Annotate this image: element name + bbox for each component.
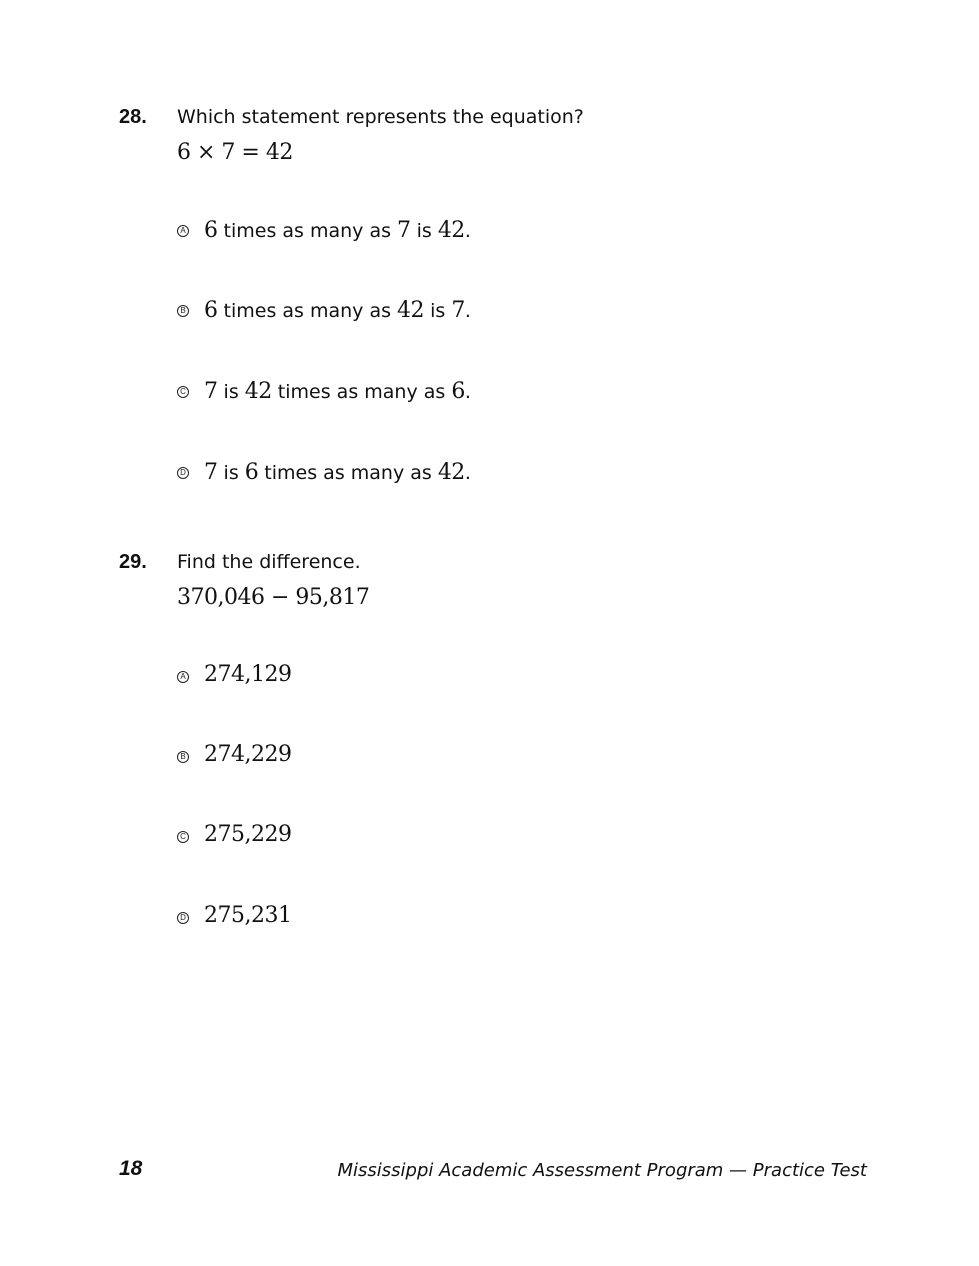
- question-prompt: Which statement represents the equation?: [177, 106, 584, 128]
- answer-text: 275,229: [204, 822, 292, 847]
- answer-bubble-a[interactable]: A: [177, 671, 189, 683]
- question-number: 29.: [119, 551, 147, 573]
- answer-text: 6 times as many as 7 is 42.: [204, 218, 471, 243]
- answer-bubble-c[interactable]: C: [177, 386, 189, 398]
- answer-bubble-b[interactable]: B: [177, 305, 189, 317]
- answer-text: 7 is 6 times as many as 42.: [204, 460, 471, 485]
- answer-bubble-c[interactable]: C: [177, 831, 189, 843]
- answer-bubble-b[interactable]: B: [177, 751, 189, 763]
- answer-text: 7 is 42 times as many as 6.: [204, 379, 471, 404]
- answer-bubble-d[interactable]: D: [177, 912, 189, 924]
- answer-bubble-a[interactable]: A: [177, 225, 189, 237]
- footer-title: Mississippi Academic Assessment Program — Practice Test: [337, 1160, 867, 1181]
- answer-bubble-d[interactable]: D: [177, 467, 189, 479]
- question-prompt: Find the difference.: [177, 551, 361, 573]
- question-number: 28.: [119, 106, 147, 128]
- answer-text: 274,129: [204, 662, 292, 687]
- page-number: 18: [119, 1157, 143, 1180]
- answer-text: 274,229: [204, 742, 292, 767]
- question-expression: 6 × 7 = 42: [177, 140, 293, 165]
- question-expression: 370,046 − 95,817: [177, 585, 370, 610]
- answer-text: 6 times as many as 42 is 7.: [204, 298, 471, 323]
- answer-text: 275,231: [204, 903, 292, 928]
